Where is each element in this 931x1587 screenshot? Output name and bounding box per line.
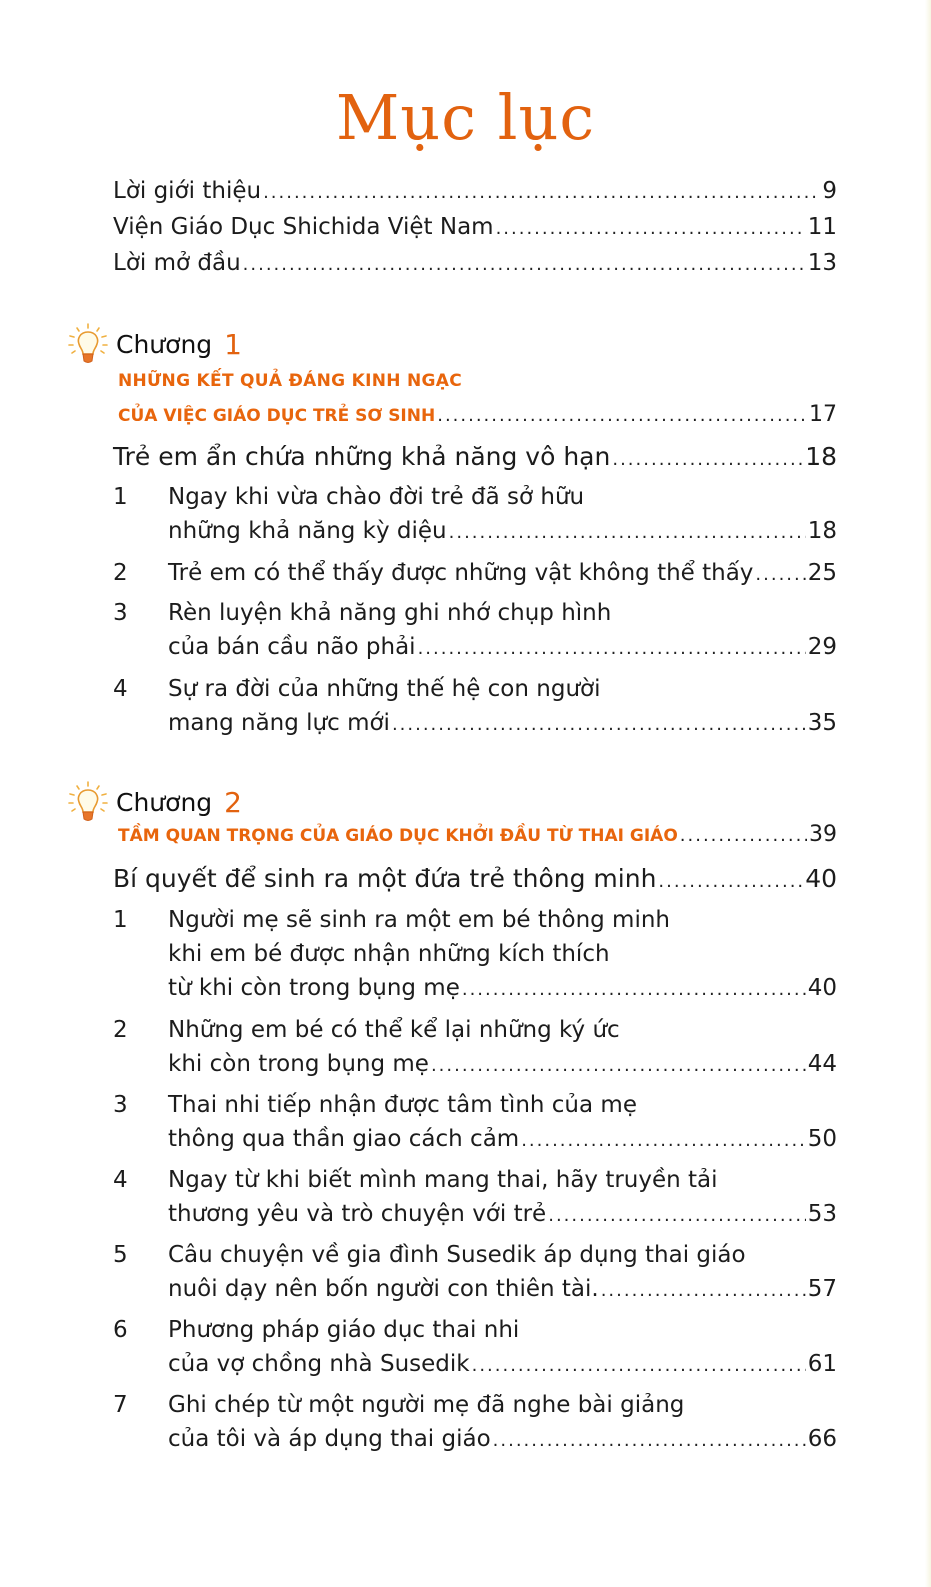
chapter-label: Chương bbox=[116, 787, 213, 817]
leader-dots bbox=[612, 443, 803, 477]
toc-item-line[interactable] bbox=[168, 937, 837, 971]
leader-dots bbox=[493, 1424, 806, 1458]
leader-dots bbox=[755, 558, 805, 592]
item-text: Sự ra đời của những thế hệ con người bbox=[168, 676, 601, 702]
lightbulb-icon bbox=[66, 780, 110, 824]
item-text: Ghi chép từ một người mẹ đã nghe bài giảng bbox=[168, 1392, 685, 1418]
leader-dots bbox=[392, 708, 806, 742]
chapter-title-line-2: CỦA VIỆC GIÁO DỤC TRẺ SƠ SINH bbox=[118, 406, 436, 426]
item-text: Câu chuyện về gia đình Susedik áp dụng thai giáo bbox=[168, 1242, 746, 1268]
toc-entry-institute[interactable] bbox=[113, 210, 837, 246]
item-number: 4 bbox=[113, 1167, 128, 1193]
page-title: Mục lục bbox=[335, 81, 596, 154]
toc-item-line[interactable] bbox=[168, 1388, 837, 1422]
item-number: 2 bbox=[113, 560, 128, 586]
chapter-1-heading bbox=[66, 322, 242, 366]
toc-page-number: 44 bbox=[807, 1051, 837, 1077]
item-number: 5 bbox=[113, 1242, 128, 1268]
toc-page-number: 25 bbox=[807, 560, 837, 586]
toc-page-number: 57 bbox=[807, 1276, 837, 1302]
section-entry[interactable] bbox=[113, 440, 837, 477]
toc-item-line[interactable] bbox=[168, 1163, 837, 1197]
item-text: khi em bé được nhận những kích thích bbox=[168, 941, 610, 967]
page-edge bbox=[925, 0, 931, 1587]
toc-entry-intro[interactable] bbox=[113, 174, 837, 210]
item-text: Người mẹ sẽ sinh ra một em bé thông minh bbox=[168, 907, 671, 933]
toc-page-number: 40 bbox=[807, 975, 837, 1001]
toc-page-number: 39 bbox=[809, 822, 837, 847]
toc-page-number: 18 bbox=[807, 518, 837, 544]
item-text: Trẻ em có thể thấy được những vật không thể thấy bbox=[168, 560, 754, 586]
toc-page-number: 40 bbox=[805, 864, 837, 893]
item-text: của vợ chồng nhà Susedik bbox=[168, 1351, 470, 1377]
leader-dots bbox=[548, 1199, 806, 1233]
lightbulb-icon bbox=[66, 322, 110, 366]
leader-dots bbox=[462, 973, 806, 1007]
item-text: nuôi dạy nên bốn người con thiên tài. bbox=[168, 1276, 599, 1302]
toc-item-line[interactable] bbox=[168, 672, 837, 706]
leader-dots bbox=[658, 865, 803, 899]
item-number: 2 bbox=[113, 1017, 128, 1043]
toc-item-line[interactable] bbox=[168, 630, 837, 666]
item-text: Ngay khi vừa chào đời trẻ đã sở hữu bbox=[168, 484, 585, 510]
item-number: 3 bbox=[113, 600, 128, 626]
item-text: Thai nhi tiếp nhận được tâm tình của mẹ bbox=[168, 1092, 637, 1118]
item-text: Rèn luyện khả năng ghi nhớ chụp hình bbox=[168, 600, 612, 626]
chapter-label: Chương bbox=[116, 329, 213, 359]
chapter-1-title-entry[interactable] bbox=[118, 398, 837, 433]
leader-dots bbox=[521, 1124, 806, 1158]
item-number: 7 bbox=[113, 1392, 128, 1418]
toc-page-number: 18 bbox=[805, 442, 837, 471]
item-text: những khả năng kỳ diệu bbox=[168, 518, 447, 544]
toc-item-line[interactable] bbox=[168, 971, 837, 1007]
toc-item-line[interactable] bbox=[168, 556, 837, 592]
section-label: Trẻ em ẩn chứa những khả năng vô hạn bbox=[113, 442, 611, 471]
toc-page-number: 11 bbox=[807, 214, 837, 240]
toc-item-line[interactable] bbox=[168, 1122, 837, 1158]
toc-item-line[interactable] bbox=[168, 596, 837, 630]
item-number: 6 bbox=[113, 1317, 128, 1343]
chapter-2-title-entry[interactable] bbox=[118, 818, 837, 853]
toc-item-line[interactable] bbox=[168, 1088, 837, 1122]
item-number: 3 bbox=[113, 1092, 128, 1118]
toc-page-number: 35 bbox=[807, 710, 837, 736]
item-text: Phương pháp giáo dục thai nhi bbox=[168, 1317, 520, 1343]
item-text: thương yêu và trò chuyện với trẻ bbox=[168, 1201, 547, 1227]
toc-entry-label: Viện Giáo Dục Shichida Việt Nam bbox=[113, 214, 494, 240]
toc-item-line[interactable] bbox=[168, 480, 837, 514]
toc-item-line[interactable] bbox=[168, 1047, 837, 1083]
toc-entry-label: Lời giới thiệu bbox=[113, 178, 262, 204]
leader-dots bbox=[680, 819, 807, 853]
item-number: 4 bbox=[113, 676, 128, 702]
chapter-number: 1 bbox=[224, 327, 242, 361]
toc-page-number: 50 bbox=[807, 1126, 837, 1152]
item-text: của tôi và áp dụng thai giáo bbox=[168, 1426, 491, 1452]
leader-dots bbox=[431, 1049, 806, 1083]
toc-page-number: 29 bbox=[807, 634, 837, 660]
item-text: Những em bé có thể kể lại những ký ức bbox=[168, 1017, 620, 1043]
item-text: Ngay từ khi biết mình mang thai, hãy truyền tải bbox=[168, 1167, 718, 1193]
toc-item-line[interactable] bbox=[168, 1313, 837, 1347]
toc-item-line[interactable] bbox=[168, 1422, 837, 1458]
toc-item-line[interactable] bbox=[168, 1238, 837, 1272]
chapter-number: 2 bbox=[224, 785, 242, 819]
toc-item-line[interactable] bbox=[168, 514, 837, 550]
toc-item-line[interactable] bbox=[168, 1197, 837, 1233]
toc-page-number: 66 bbox=[807, 1426, 837, 1452]
item-text: của bán cầu não phải bbox=[168, 634, 416, 660]
chapter-1-title-line-1: NHỮNG KẾT QUẢ ĐÁNG KINH NGẠC bbox=[118, 371, 462, 391]
leader-dots bbox=[601, 1274, 806, 1308]
leader-dots bbox=[243, 248, 806, 282]
toc-page-number: 9 bbox=[822, 178, 837, 204]
toc-item-line[interactable] bbox=[168, 1272, 837, 1308]
toc-item-line[interactable] bbox=[168, 706, 837, 742]
chapter-title-line-1: TẦM QUAN TRỌNG CỦA GIÁO DỤC KHỞI ĐẦU TỪ THAI GIÁO bbox=[118, 826, 678, 846]
section-label: Bí quyết để sinh ra một đứa trẻ thông minh bbox=[113, 864, 657, 893]
toc-entry-preface[interactable] bbox=[113, 246, 837, 282]
item-text: mang năng lực mới bbox=[168, 710, 390, 736]
toc-page-number: 17 bbox=[809, 402, 837, 427]
toc-page-number: 13 bbox=[807, 250, 837, 276]
item-number: 1 bbox=[113, 907, 128, 933]
item-text: thông qua thần giao cách cảm bbox=[168, 1126, 520, 1152]
leader-dots bbox=[496, 212, 806, 246]
leader-dots bbox=[263, 176, 820, 210]
toc-item-line[interactable] bbox=[168, 1347, 837, 1383]
leader-dots bbox=[418, 632, 806, 666]
leader-dots bbox=[449, 516, 806, 550]
item-text: khi còn trong bụng mẹ bbox=[168, 1051, 429, 1077]
leader-dots bbox=[437, 399, 807, 433]
section-entry[interactable] bbox=[113, 862, 837, 899]
toc-item-line[interactable] bbox=[168, 903, 837, 937]
toc-entry-label: Lời mở đầu bbox=[113, 250, 241, 276]
item-number: 1 bbox=[113, 484, 128, 510]
item-text: từ khi còn trong bụng mẹ bbox=[168, 975, 460, 1001]
toc-item-line[interactable] bbox=[168, 1013, 837, 1047]
toc-page-number: 53 bbox=[807, 1201, 837, 1227]
toc-page-number: 61 bbox=[807, 1351, 837, 1377]
leader-dots bbox=[472, 1349, 806, 1383]
